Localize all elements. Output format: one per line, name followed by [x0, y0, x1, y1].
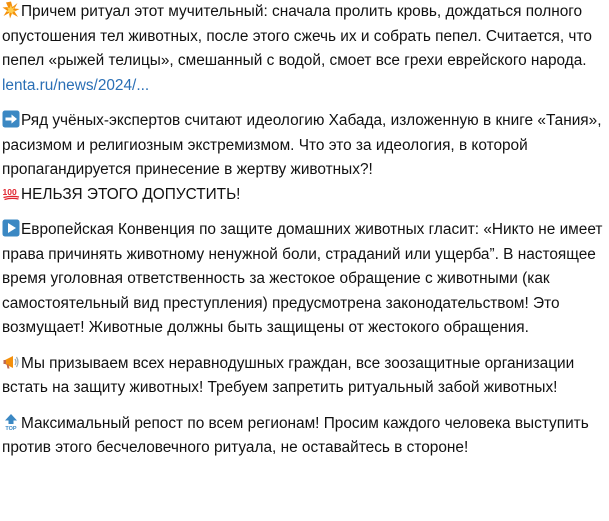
spacer — [2, 341, 605, 352]
paragraph-ideology — [2, 109, 605, 183]
paragraph-repost — [2, 412, 605, 461]
hundred-points-icon — [2, 184, 20, 202]
svg-text:TOP: TOP — [5, 425, 17, 431]
paragraph-convention — [2, 218, 605, 341]
paragraph-slogan — [2, 183, 605, 208]
top-arrow-icon — [2, 413, 20, 431]
paragraph-appeal — [2, 352, 605, 401]
paragraph-appeal-text: Мы призываем всех неравнодушных граждан, все зоозащитные организации встать на защиту животных! Требуем запретить ритуальный забой животных! — [2, 354, 575, 396]
paragraph-ideology-text: Ряд учёных-экспертов считают идеологию Хабада, изложенную в книге «Тания», расизмом и религиозным экстремизмом. Что это за идеология, в которой пропагандируется принесение в жертву животных?! — [2, 112, 602, 178]
play-button-icon — [2, 219, 20, 237]
paragraph-ritual — [2, 0, 605, 74]
spacer — [2, 98, 605, 109]
paragraph-convention-text: Европейская Конвенция по защите домашних животных гласит: «Никто не имеет права причинять животному ненужной боли, страданий или ущерба”. В настоящее время уголовная ответственность за жестокое обращение с животными (как самостоятельный вид преступления) предусмотрена законодательством! Это возмущает! Животные должны быть защищены от жестокого обращения. — [2, 221, 603, 336]
svg-text:100: 100 — [2, 186, 17, 197]
spacer — [2, 401, 605, 412]
news-link-line — [2, 74, 605, 99]
paragraph-ritual-text: Причем ритуал этот мучительный: сначала пролить кровь, дождаться полного опустошения тел животных, после этого сжечь их и собрать пепел. Считается, что пепел «рыжей телицы», смешанный с водой, смоет все грехи еврейского народа. — [2, 3, 592, 69]
megaphone-icon — [2, 353, 20, 371]
right-arrow-icon — [2, 110, 20, 128]
news-link[interactable]: lenta.ru/news/2024/... — [2, 76, 150, 94]
spacer — [2, 207, 605, 218]
paragraph-repost-text: Максимальный репост по всем регионам! Просим каждого человека выступить против этого бесчеловечного ритуала, не оставайтесь в стороне! — [2, 414, 589, 456]
explosion-icon — [2, 1, 20, 19]
paragraph-slogan-text: НЕЛЬЗЯ ЭТОГО ДОПУСТИТЬ! — [21, 185, 241, 203]
